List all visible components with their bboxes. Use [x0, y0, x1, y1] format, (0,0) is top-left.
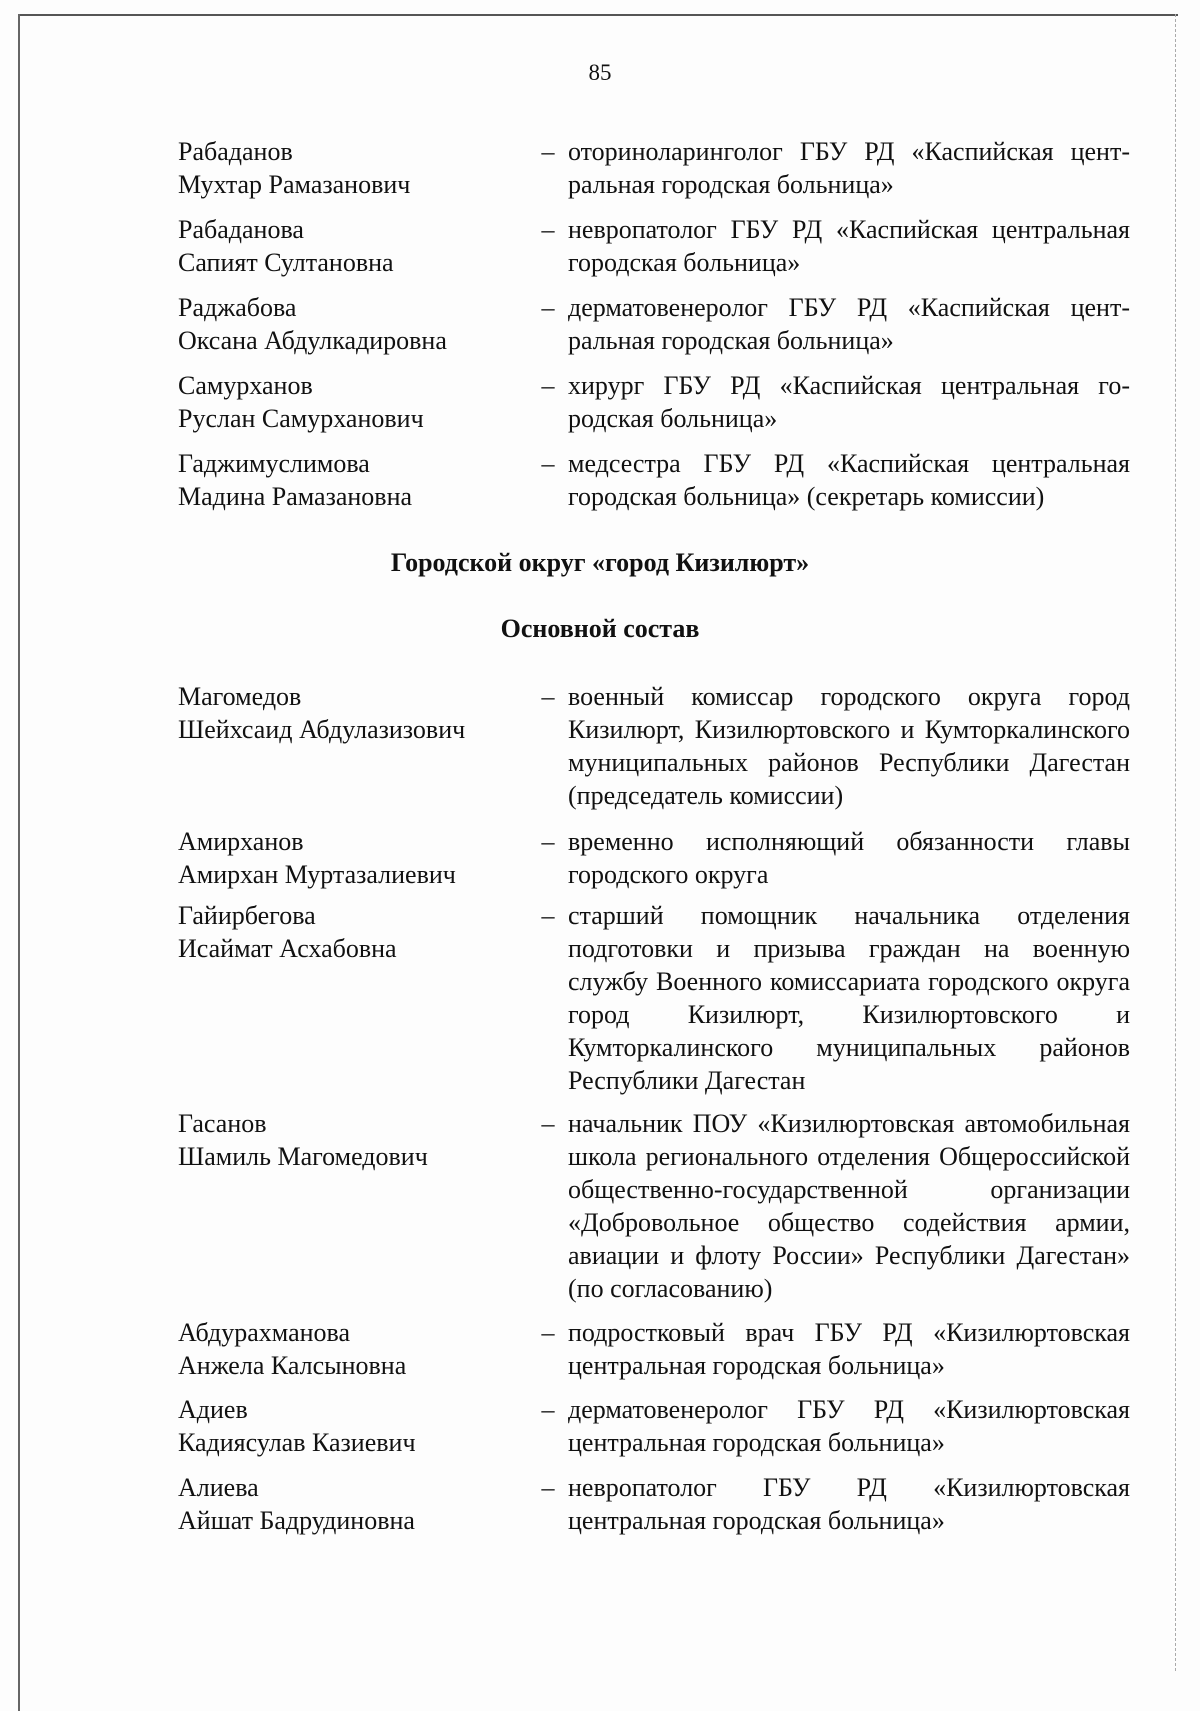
subsection-heading: Основной состав [500, 614, 700, 643]
role-description: начальник ПОУ «Кизилюртовская автомобильная школа регионального отделения Общероссийской общественно-государственной организации «Добровольное общество содействия армии, авиации и флоту России» Республики Дагестан» (по согласованию) [568, 1109, 1130, 1303]
surname: Алиева [178, 1473, 259, 1502]
dash: – [541, 215, 555, 244]
dash: – [541, 449, 555, 478]
person-name [178, 447, 538, 513]
given-name: Сапият Султановна [178, 248, 394, 277]
role-description: подростковый врач ГБУ РД «Кизилюртовская центральная городская больница» [568, 1318, 1130, 1380]
surname: Самурханов [178, 371, 313, 400]
role-description: невропатолог ГБУ РД «Каспийская центральная городская больница» [568, 215, 1130, 277]
role-description: невропатолог ГБУ РД «Кизилюртовская центральная городская больница» [568, 1473, 1130, 1535]
given-name: Шамиль Магомедович [178, 1142, 428, 1171]
surname: Гасанов [178, 1109, 267, 1138]
dash: – [541, 137, 555, 166]
surname: Магомедов [178, 682, 302, 711]
dash: – [541, 1109, 555, 1138]
dash: – [541, 293, 555, 322]
person-name [178, 1393, 538, 1459]
surname: Гайирбегова [178, 901, 316, 930]
section-heading: Городской округ «город Кизилюрт» [390, 548, 810, 577]
given-name: Исаймат Асхабовна [178, 934, 397, 963]
role-description: оториноларинголог ГБУ РД «Каспийская центральная городская больница» [568, 137, 1130, 199]
role-description: медсестра ГБУ РД «Каспийская центральная городская больница» (секретарь комиссии) [568, 449, 1130, 511]
role-description: дерматовенеролог ГБУ РД «Кизилюртовская центральная городская больница» [568, 1395, 1130, 1457]
role-description: временно исполняющий обязанности главы городского округа [568, 827, 1130, 889]
given-name: Мадина Рамазановна [178, 482, 413, 511]
person-name [178, 1107, 538, 1173]
person-name [178, 135, 538, 201]
given-name: Амирхан Муртазалиевич [178, 860, 456, 889]
person-name [178, 291, 538, 357]
surname: Рабаданов [178, 137, 293, 166]
given-name: Айшат Бадрудиновна [178, 1506, 415, 1535]
dash: – [541, 1318, 555, 1347]
person-name [178, 1316, 538, 1382]
person-name [178, 899, 538, 965]
given-name: Кадиясулав Казиевич [178, 1428, 416, 1457]
dash: – [541, 682, 555, 711]
dash: – [541, 371, 555, 400]
role-description: хирург ГБУ РД «Каспийская центральная городская больница» [568, 371, 1130, 433]
dash: – [541, 1473, 555, 1502]
role-description: дерматовенеролог ГБУ РД «Каспийская центральная городская больница» [568, 293, 1130, 355]
given-name: Мухтар Рамазанович [178, 170, 411, 199]
scan-border-right [1175, 14, 1176, 1671]
person-name [178, 825, 538, 891]
surname: Раджабова [178, 293, 297, 322]
given-name: Анжела Калсыновна [178, 1351, 407, 1380]
given-name: Оксана Абдулкадировна [178, 326, 447, 355]
dash: – [541, 901, 555, 930]
dash: – [541, 1395, 555, 1424]
person-name [178, 680, 538, 746]
person-name [178, 1471, 538, 1537]
given-name: Шейхсаид Абдулазизович [178, 715, 466, 744]
surname: Гаджимуслимова [178, 449, 370, 478]
person-name [178, 213, 538, 279]
page-number: 85 [588, 60, 612, 85]
surname: Абдурахманова [178, 1318, 351, 1347]
surname: Амирханов [178, 827, 304, 856]
surname: Адиев [178, 1395, 248, 1424]
dash: – [541, 827, 555, 856]
role-description: старший помощник начальника отделения подготовки и призыва граждан на военную службу Военного комиссариата городского округа город Кизилюрт, Кизилюртовского и Кумторкалинского муниципальных районов Республики Дагестан [568, 901, 1130, 1095]
person-name [178, 369, 538, 435]
scan-border-left [18, 14, 20, 1711]
role-description: военный комиссар городского округа город Кизилюрт, Кизилюртовского и Кумторкалинского муниципальных районов Республики Дагестан (председатель комиссии) [568, 682, 1130, 810]
surname: Рабаданова [178, 215, 304, 244]
scan-border-top [18, 14, 1178, 16]
given-name: Руслан Самурханович [178, 404, 424, 433]
